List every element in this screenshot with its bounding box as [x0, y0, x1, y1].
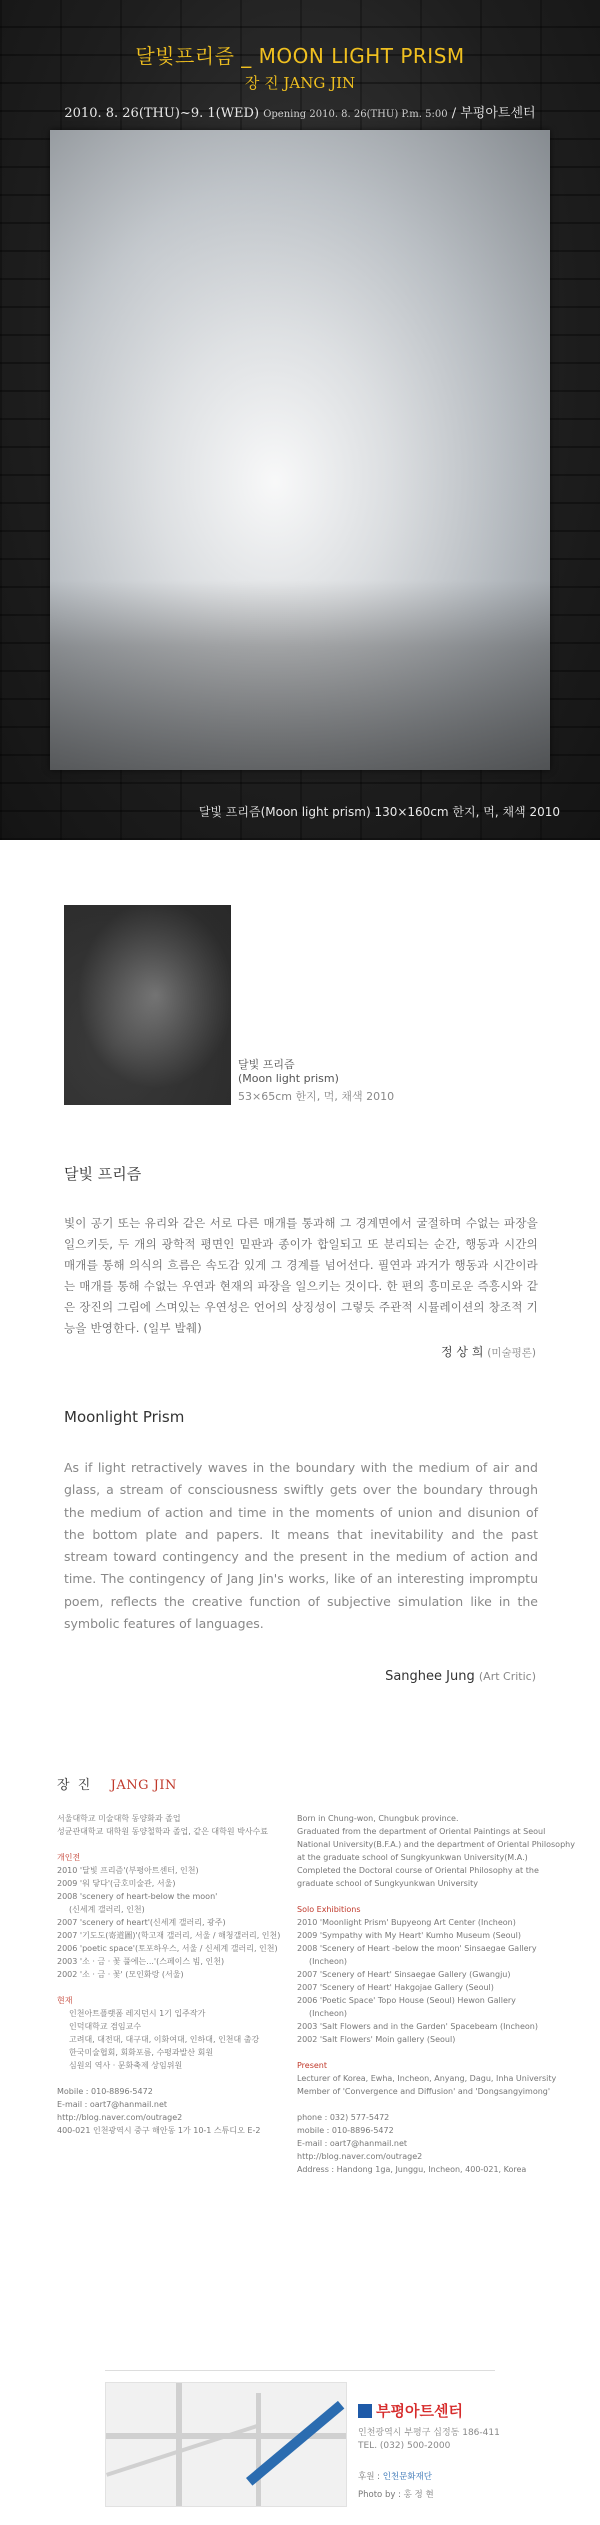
biography-title: [57, 1774, 177, 1793]
bio-contact-line: E-mail : oart7@hanmail.net: [57, 2100, 168, 2109]
footer-divider: [105, 2370, 495, 2371]
essay-body-ko: 빛이 공기 또는 유리와 같은 서로 다른 매개를 통과해 그 경계면에서 굴절하며 수없는 파장을 일으키듯, 두 개의 광학적 평면인 밑판과 종이가 합일되고 또 분리되는 순간, 행동과 시간의 매개를 통해 의식의 흐름은 속도감 있게 그 경계를 넘어선다. 필연과 과거가 행동과 시간이라는 매개를 통해 수없는 우연과 현재의 파장을 일으키는 것이다. 한 편의 흥미로운 즉흥시와 같은 장진의 그림에 스며있는 우연성은 언어의 상징성이 그렇듯 주관적 시뮬레이션의 창조적 기능을 반영한다. (일부 발췌): [64, 1216, 538, 1335]
venue-logo: [358, 2400, 463, 2421]
bio-solo-heading: Solo Exhibitions: [297, 1905, 361, 1914]
bio-contact-line: phone : 032) 577-5472: [297, 2113, 390, 2122]
essay-author-en: [385, 1669, 536, 1684]
bio-solo-item: 2009 'Sympathy with My Heart' Kumho Museum (Seoul): [297, 1931, 521, 1940]
bio-current-item: 심원의 역사 · 문화축제 상임위원: [69, 2061, 183, 2070]
featured-artwork: [50, 130, 550, 770]
opening-time: Opening 2010. 8. 26(THU) P.m. 5:00: [263, 109, 448, 120]
essay-heading-en: Moonlight Prism: [64, 1408, 185, 1426]
thumbnail-meta: 53×65cm 한지, 먹, 채색 2010: [238, 1090, 395, 1103]
essay-heading-ko: 달빛 프리즘: [64, 1165, 142, 1183]
bio-solo-item: 2002 'Salt Flowers' Moin gallery (Seoul): [297, 2035, 456, 2044]
bio-title-en: JANG JIN: [110, 1778, 177, 1793]
venue-tel: TEL. (032) 500-2000: [358, 2441, 451, 2451]
bio-solo-item: 2007 'scenery of heart'(신세계 갤러리, 광주): [57, 1918, 226, 1927]
sponsor-name: 인천문화재단: [382, 2472, 432, 2482]
bio-contact-line: http://blog.naver.com/outrage2: [57, 2113, 183, 2122]
bio-education-line: 성균관대학교 대학원 동양철학과 졸업, 같은 대학원 박사수료: [57, 1827, 268, 1836]
bio-solo-item: 2006 'poetic space'(토포하우스, 서울 / 신세계 갤러리, 인천): [57, 1944, 278, 1953]
biography-ko: [57, 1812, 297, 2137]
venue-street: 인천광역시 부평구 십정동 186-411: [358, 2428, 500, 2438]
bio-current-item: 인천아트플랫폼 레지던시 1기 입주작가: [69, 2009, 206, 2018]
bio-present-item: Lecturer of Korea, Ewha, Incheon, Anyang, Dagu, Inha University: [297, 2074, 557, 2083]
author-name-en: Sanghee Jung: [385, 1669, 475, 1684]
date-range: 2010. 8. 26(THU)~9. 1(WED): [64, 106, 260, 121]
bio-contact-line: Mobile : 010-8896-5472: [57, 2087, 153, 2096]
bio-education-line: Completed the Doctoral course of Oriental Philosophy at the: [297, 1866, 539, 1875]
bio-current-item: 고려대, 대전대, 대구대, 이화여대, 인하대, 인천대 출강: [69, 2035, 260, 2044]
thumbnail-title: 달빛 프리즘: [238, 1058, 295, 1071]
bio-current-heading: 현재: [57, 1996, 73, 2005]
bio-current-item: 인덕대학교 겸임교수: [69, 2022, 142, 2031]
author-name-ko: 정 상 희: [441, 1345, 484, 1359]
bio-contact-line: Address : Handong 1ga, Junggu, Incheon, 400-021, Korea: [297, 2165, 527, 2174]
venue-logo-icon: [358, 2404, 372, 2418]
bio-solo-item: 2003 '소 · 금 · 꽃 풀에는...'(스페이스 빔, 인천): [57, 1957, 225, 1966]
author-role-ko: (미술평론): [487, 1347, 536, 1359]
essay-body-en: As if light retractively waves in the boundary with the medium of air and glass, a stream of consciousness swiftly gets over the boundary through the medium of action and time in the moments of union and disunion of the bottom plate and papers. It means that inevitability and the past stream toward contingency and the present in the medium of action and time. The contingency of Jang Jin's works, like of an interesting impromptu poem, reflects the creative function of subjective simulation like in the symbolic features of languages.: [64, 1460, 538, 1632]
location-map: [105, 2382, 347, 2507]
bio-education-line: 서울대학교 미술대학 동양화과 졸업: [57, 1814, 181, 1823]
venue-name: 부평아트센터: [376, 2402, 463, 2420]
bio-solo-item: 2007 'Scenery of Heart' Hakgojae Gallery (Seoul): [297, 1983, 494, 1992]
artwork-caption: 달빛 프리즘(Moon light prism) 130×160cm 한지, 먹, 채색 2010: [198, 805, 560, 819]
exhibition-title: 달빛프리즘 _ MOON LIGHT PRISM: [135, 44, 465, 68]
sponsor-label: 후원 :: [358, 2472, 380, 2482]
bio-solo-item: 2009 '워 닿다'(금호미술관, 서울): [57, 1879, 176, 1888]
bio-solo-item: 2003 'Salt Flowers and in the Garden' Spacebeam (Incheon): [297, 2022, 538, 2031]
bio-present-item: Member of 'Convergence and Diffusion' and 'Dongsangyimong': [297, 2087, 551, 2096]
artwork-thumbnail: [64, 905, 231, 1105]
bio-contact-line: 400-021 인천광역시 중구 해안동 1가 10-1 스튜디오 E-2: [57, 2126, 261, 2135]
bio-solo-item: 2007 'Scenery of Heart' Sinsaegae Gallery (Gwangju): [297, 1970, 511, 1979]
sponsor: [358, 2470, 432, 2482]
artist-name: 장 진 JANG JIN: [244, 74, 356, 92]
hero-banner: [0, 0, 600, 840]
bio-education-line: graduate school of Sungkyunkwan University: [297, 1879, 478, 1888]
bio-solo-item: (Incheon): [309, 2009, 348, 2018]
bio-education-line: at the graduate school of Sungkyunkwan University(M.A.): [297, 1853, 528, 1862]
bio-title-ko: 장 진: [57, 1778, 93, 1793]
bio-present-heading: Present: [297, 2061, 328, 2070]
bio-solo-item: 2008 'scenery of heart-below the moon': [57, 1892, 218, 1901]
venue-label: / 부평아트센터: [451, 106, 536, 121]
bio-education-line: Graduated from the department of Oriental Paintings at Seoul: [297, 1827, 546, 1836]
bio-solo-item: (Incheon): [309, 1957, 348, 1966]
biography-en: [297, 1812, 575, 2176]
bio-solo-item: (신세계 갤러리, 인천): [69, 1905, 145, 1914]
bio-solo-item: 2006 'Poetic Space' Topo House (Seoul) Hewon Gallery: [297, 1996, 516, 2005]
bio-solo-item: 2010 '달빛 프리즘'(부평아트센터, 인천): [57, 1866, 199, 1875]
photo-credit: Photo by : 홍 정 현: [358, 2490, 434, 2500]
bio-education-line: National University(B.F.A.) and the department of Oriental Philosophy: [297, 1840, 575, 1849]
essay-author-ko: [441, 1343, 536, 1360]
bio-solo-heading: 개인전: [57, 1853, 81, 1862]
thumbnail-title-en: (Moon light prism): [238, 1072, 339, 1085]
bio-contact-line: mobile : 010-8896-5472: [297, 2126, 394, 2135]
bio-contact-line: E-mail : oart7@hanmail.net: [297, 2139, 408, 2148]
venue-address: [358, 2427, 500, 2453]
bio-current-item: 한국미술협회, 회화포름, 수평과발산 회원: [69, 2048, 214, 2057]
bio-solo-item: 2002 '소 · 금 · 꽃' (모인화랑 (서울): [57, 1970, 184, 1979]
bio-solo-item: 2007 '기도도(寄道圖)'(학고재 갤러리, 서울 / 해청갤러리, 인천): [57, 1931, 281, 1940]
author-role-en: (Art Critic): [478, 1670, 536, 1683]
bio-solo-item: 2010 'Moonlight Prism' Bupyeong Art Center (Incheon): [297, 1918, 516, 1927]
bio-contact-line: http://blog.naver.com/outrage2: [297, 2152, 423, 2161]
bio-solo-item: 2008 'Scenery of Heart -below the moon' Sinsaegae Gallery: [297, 1944, 537, 1953]
exhibition-dates: [0, 102, 600, 121]
bio-education-line: Born in Chung-won, Chungbuk province.: [297, 1814, 459, 1823]
